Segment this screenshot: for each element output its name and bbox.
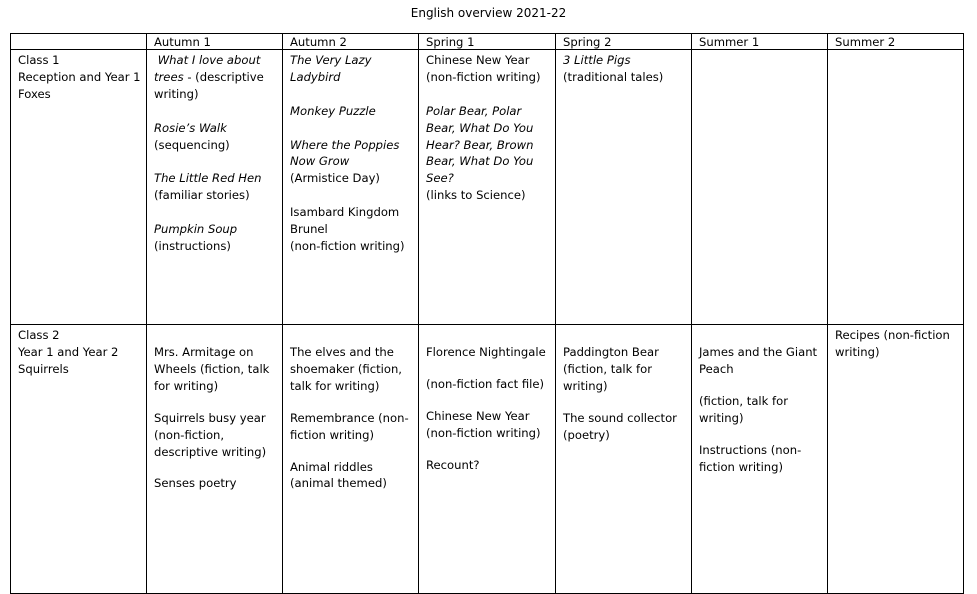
class-2-summer-2-cell — [828, 325, 964, 594]
class-1-spring-2-item — [563, 52, 689, 86]
class-2-spring-1-cell — [419, 325, 556, 594]
document-title: English overview 2021-22 — [410, 6, 567, 20]
item-note: (sequencing) — [154, 137, 230, 152]
class-2-summer-1-item: Instructions (non-fiction writing) — [699, 442, 802, 474]
class-2-autumn-1-item: Mrs. Armitage on Wheels (fiction, talk for writing) — [154, 345, 270, 393]
item-note: - (descriptive writing) — [154, 69, 264, 101]
class-2-spring-2-item: Paddington Bear (fiction, talk for writing) — [563, 345, 659, 393]
class-1-autumn-2-cell — [283, 50, 419, 325]
topic-title: Chinese New Year — [426, 53, 530, 67]
class-2-name: Class 2 — [18, 328, 60, 342]
class-2-spring-1-item: (non-fiction fact file) — [426, 376, 545, 391]
class-1-group: Foxes — [18, 86, 51, 101]
class-2-spring-2-cell — [556, 325, 692, 594]
header-cell-autumn-2: Autumn 2 — [283, 34, 419, 50]
class-1-autumn-2-item — [290, 52, 416, 86]
class-1-autumn-2-item — [290, 137, 416, 188]
header-cell-summer-2: Summer 2 — [828, 34, 964, 50]
class-1-spring-1-cell — [419, 50, 556, 325]
class-1-spring-1-item — [426, 103, 553, 204]
class-2-autumn-2-item: Animal riddles (animal themed) — [290, 459, 387, 491]
class-2-label-cell — [11, 325, 147, 594]
item-note: (instructions) — [154, 238, 231, 253]
class-1-autumn-1-item — [154, 170, 280, 204]
class-1-name: Class 1 — [18, 53, 60, 67]
header-cell-spring-2: Spring 2 — [556, 34, 692, 50]
class-2-autumn-2-item: The elves and the shoemaker (fiction, talk for writing) — [290, 345, 402, 393]
book-title: 3 Little Pigs — [563, 53, 631, 67]
class-1-autumn-2-item — [290, 204, 416, 255]
book-title: Monkey Puzzle — [290, 103, 376, 118]
book-title: Pumpkin Soup — [154, 222, 238, 237]
class-2-spring-2-item: The sound collector (poetry) — [563, 410, 677, 442]
class-1-summer-2-cell — [828, 50, 964, 325]
header-row — [11, 34, 964, 50]
class-1-summer-1-cell — [692, 50, 828, 325]
header-cell-spring-1: Spring 1 — [419, 34, 556, 50]
item-note: (non-fiction writing) — [290, 238, 405, 253]
book-title: The Very Lazy Ladybird — [290, 53, 372, 84]
book-title: Where the Poppies Now Grow — [290, 137, 400, 169]
class-1-spring-2-cell — [556, 50, 692, 325]
item-note: (familiar stories) — [154, 188, 250, 203]
topic-title: Isambard Kingdom Brunel — [290, 205, 400, 237]
class-1-autumn-1-item — [154, 120, 280, 154]
class-2-autumn-1-cell — [147, 325, 283, 594]
item-note: (links to Science) — [426, 188, 526, 203]
book-title: What I love about trees — [154, 53, 261, 84]
item-note: (non-fiction writing) — [426, 69, 541, 84]
class-1-autumn-1-item — [154, 221, 280, 255]
class-1-autumn-1-item — [154, 52, 280, 103]
header-cell-autumn-1: Autumn 1 — [147, 34, 283, 50]
class-2-autumn-1-item: Senses poetry — [154, 476, 237, 491]
item-note: (traditional tales) — [563, 69, 664, 84]
class-2-years: Year 1 and Year 2 — [18, 344, 119, 359]
header-cell-summer-1: Summer 1 — [692, 34, 828, 50]
english-overview-table — [10, 33, 964, 594]
class-2-summer-2-item: Recipes (non-fiction writing) — [835, 328, 950, 359]
class-2-spring-1-item: Recount? — [426, 457, 480, 472]
book-title: Rosie’s Walk — [154, 120, 227, 135]
class-2-row — [11, 325, 964, 594]
class-1-spring-1-item — [426, 52, 553, 86]
class-2-group: Squirrels — [18, 361, 69, 376]
class-1-years: Reception and Year 1 — [18, 69, 141, 84]
class-1-autumn-1-cell — [147, 50, 283, 325]
class-2-summer-1-cell — [692, 325, 828, 594]
class-1-autumn-2-item — [290, 103, 416, 120]
class-1-row — [11, 50, 964, 325]
class-2-autumn-1-item: Squirrels busy year (non-fiction, descriptive writing) — [154, 410, 267, 459]
class-2-autumn-2-item: Remembrance (non-fiction writing) — [290, 410, 409, 442]
class-2-summer-1-item: (fiction, talk for writing) — [699, 393, 788, 425]
class-2-summer-1-item: James and the Giant Peach — [699, 345, 818, 376]
item-note: (Armistice Day) — [290, 171, 380, 186]
book-title: The Little Red Hen — [154, 171, 262, 186]
class-2-autumn-2-cell — [283, 325, 419, 594]
class-1-label-cell — [11, 50, 147, 325]
class-2-spring-1-item: Florence Nightingale — [426, 345, 546, 359]
header-cell-empty — [11, 34, 147, 50]
book-title: Polar Bear, Polar Bear, What Do You Hear? Bear, Brown Bear, What Do You See? — [426, 103, 534, 186]
class-2-spring-1-item: Chinese New Year (non-fiction writing) — [426, 408, 541, 440]
